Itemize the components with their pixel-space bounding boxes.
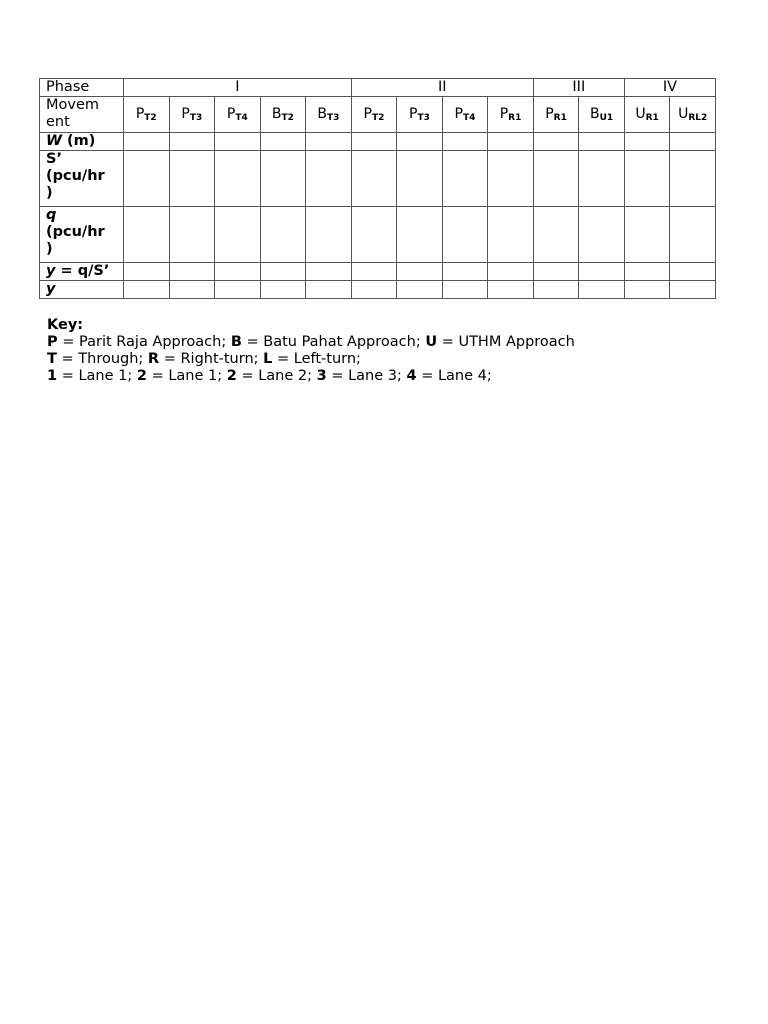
key-title: Key: xyxy=(47,317,84,333)
empty-cell xyxy=(215,263,261,281)
empty-cell xyxy=(260,151,306,207)
critical-ratio-label: y xyxy=(40,281,124,299)
empty-cell xyxy=(670,263,716,281)
empty-cell xyxy=(624,133,670,151)
empty-cell xyxy=(579,133,625,151)
empty-cell xyxy=(488,281,534,299)
movement-label: Movem ent xyxy=(40,97,124,133)
empty-cell xyxy=(533,151,579,207)
phase-iii: III xyxy=(533,79,624,97)
movement-cell: $P_{R1}$ xyxy=(533,97,579,133)
flow-label: q (pcu/hr ) xyxy=(40,207,124,263)
empty-cell xyxy=(670,151,716,207)
flow-ratio-row xyxy=(40,263,716,281)
flow-ratio-label: y = q/S’ xyxy=(40,263,124,281)
empty-cell xyxy=(533,281,579,299)
empty-cell xyxy=(579,207,625,263)
width-row xyxy=(40,133,716,151)
saturation-flow-row xyxy=(40,151,716,207)
empty-cell xyxy=(442,151,488,207)
critical-ratio-row xyxy=(40,281,716,299)
empty-cell xyxy=(624,263,670,281)
movement-cell: $B_{T2}$ xyxy=(260,97,306,133)
empty-cell xyxy=(260,133,306,151)
empty-cell xyxy=(306,281,352,299)
empty-cell xyxy=(215,281,261,299)
empty-cell xyxy=(169,281,215,299)
phase-iv: IV xyxy=(624,79,715,97)
empty-cell xyxy=(533,133,579,151)
empty-cell xyxy=(124,133,170,151)
empty-cell xyxy=(397,263,443,281)
empty-cell xyxy=(351,281,397,299)
empty-cell xyxy=(442,207,488,263)
phase-i: I xyxy=(124,79,352,97)
empty-cell xyxy=(624,207,670,263)
empty-cell xyxy=(624,151,670,207)
empty-cell xyxy=(124,151,170,207)
flow-row xyxy=(40,207,716,263)
empty-cell xyxy=(306,207,352,263)
movement-cell: $P_{T2}$ xyxy=(124,97,170,133)
empty-cell xyxy=(306,151,352,207)
empty-cell xyxy=(533,263,579,281)
movement-cell: $B_{U1}$ xyxy=(579,97,625,133)
empty-cell xyxy=(169,151,215,207)
movement-cell: $P_{R1}$ xyxy=(488,97,534,133)
empty-cell xyxy=(488,133,534,151)
empty-cell xyxy=(488,263,534,281)
empty-cell xyxy=(351,133,397,151)
empty-cell xyxy=(260,281,306,299)
empty-cell xyxy=(488,207,534,263)
empty-cell xyxy=(397,151,443,207)
empty-cell xyxy=(488,151,534,207)
empty-cell xyxy=(124,281,170,299)
empty-cell xyxy=(169,133,215,151)
empty-cell xyxy=(169,207,215,263)
empty-cell xyxy=(442,263,488,281)
movement-cell: $U_{RL2}$ xyxy=(670,97,716,133)
saturation-flow-label: S’ (pcu/hr ) xyxy=(40,151,124,207)
empty-cell xyxy=(215,133,261,151)
phase-ii: II xyxy=(351,79,533,97)
empty-cell xyxy=(624,281,670,299)
empty-cell xyxy=(442,133,488,151)
empty-cell xyxy=(397,133,443,151)
empty-cell xyxy=(397,281,443,299)
empty-cell xyxy=(351,151,397,207)
empty-cell xyxy=(306,133,352,151)
key-legend xyxy=(47,317,575,385)
empty-cell xyxy=(215,207,261,263)
movement-cell: $P_{T2}$ xyxy=(351,97,397,133)
empty-cell xyxy=(533,207,579,263)
empty-cell xyxy=(397,207,443,263)
phase-label: Phase xyxy=(40,79,124,97)
empty-cell xyxy=(579,281,625,299)
key-line-lanes: 1 = Lane 1; 2 = Lane 1; 2 = Lane 2; 3 = Lane 3; 4 = Lane 4; xyxy=(47,368,492,384)
movement-cell: $P_{T4}$ xyxy=(215,97,261,133)
empty-cell xyxy=(670,281,716,299)
empty-cell xyxy=(351,207,397,263)
movement-cell: $P_{T4}$ xyxy=(442,97,488,133)
empty-cell xyxy=(670,133,716,151)
empty-cell xyxy=(306,263,352,281)
movement-cell: $P_{T3}$ xyxy=(397,97,443,133)
empty-cell xyxy=(670,207,716,263)
empty-cell xyxy=(124,263,170,281)
key-line-movements: T = Through; R = Right-turn; L = Left-turn; xyxy=(47,351,361,367)
width-label: W (m) xyxy=(40,133,124,151)
empty-cell xyxy=(579,263,625,281)
key-line-approaches: P = Parit Raja Approach; B = Batu Pahat Approach; U = UTHM Approach xyxy=(47,334,575,350)
empty-cell xyxy=(442,281,488,299)
empty-cell xyxy=(351,263,397,281)
movement-cell: $U_{R1}$ xyxy=(624,97,670,133)
empty-cell xyxy=(215,151,261,207)
phase-table xyxy=(39,78,716,299)
movement-cell: $P_{T3}$ xyxy=(169,97,215,133)
empty-cell xyxy=(124,207,170,263)
empty-cell xyxy=(169,263,215,281)
movement-cell: $B_{T3}$ xyxy=(306,97,352,133)
empty-cell xyxy=(260,263,306,281)
movement-row xyxy=(40,97,716,133)
empty-cell xyxy=(579,151,625,207)
phase-row xyxy=(40,79,716,97)
empty-cell xyxy=(260,207,306,263)
